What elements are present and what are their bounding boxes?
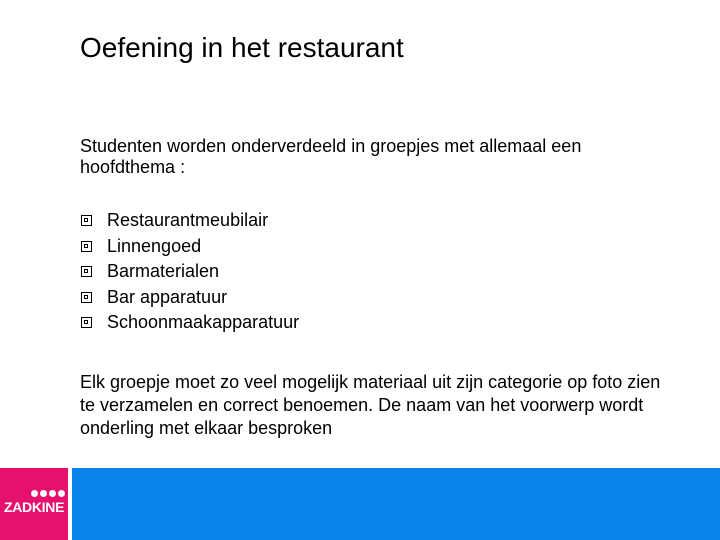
intro-text: Studenten worden onderverdeeld in groepjes met allemaal een hoofdthema :: [80, 136, 582, 177]
list-item-label: Barmaterialen: [107, 261, 220, 282]
list-item-label: Linnengoed: [107, 235, 202, 256]
list-item: [80, 208, 299, 234]
theme-list: [80, 208, 299, 336]
list-item: [80, 234, 299, 260]
logo-text: ZADKINE: [4, 499, 65, 515]
list-item-label: Restaurantmeubilair: [107, 210, 269, 231]
checkbox-bullet-icon: [81, 215, 92, 226]
checkbox-bullet-icon: [81, 241, 92, 252]
zadkine-logo: [0, 468, 68, 540]
list-item: [80, 310, 299, 336]
outro-text: Elk groepje moet zo veel mogelijk materiaal uit zijn categorie op foto zien te verzamelen en correct benoemen. De naam van het voorwerp wordt onderling met elkaar besproken: [80, 372, 661, 438]
list-item: [80, 285, 299, 311]
footer-bar: [0, 468, 720, 540]
list-item-label: Schoonmaakapparatuur: [107, 312, 300, 333]
slide-title: Oefening in het restaurant: [80, 32, 404, 63]
checkbox-bullet-icon: [81, 317, 92, 328]
logo-dots-icon: [31, 490, 65, 497]
list-item: [80, 259, 299, 285]
checkbox-bullet-icon: [81, 292, 92, 303]
footer-blue-band: [72, 468, 720, 540]
checkbox-bullet-icon: [81, 266, 92, 277]
list-item-label: Bar apparatuur: [107, 286, 228, 307]
